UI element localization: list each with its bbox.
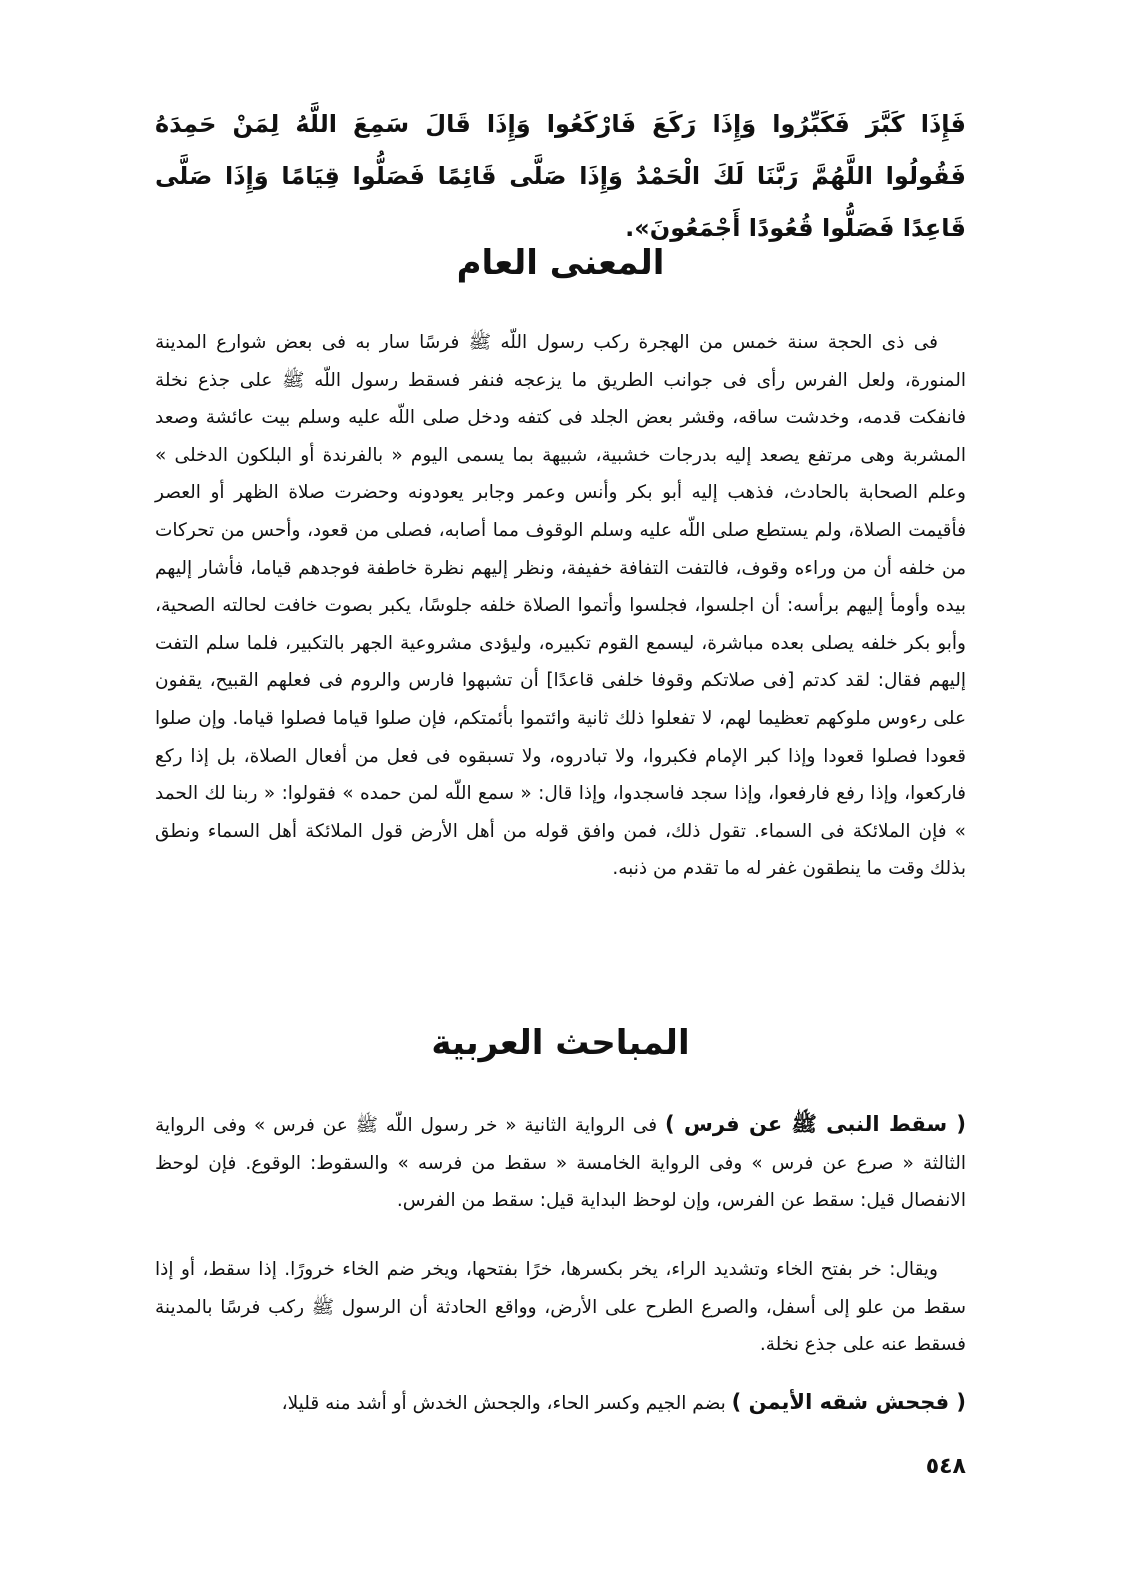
fall-explanation: فى الرواية الثانية « خر رسول اللّه ﷺ عن فرس » وفى الرواية الثالثة « صرع عن فرس » وفى الرواية الخامسة « سقط من فرسه » والسقوط: الوقوع. فإن لوحظ الانفصال قيل: سقط عن الفرس، وإن لوحظ البداية قيل: سقط من الفرس. [155, 1115, 966, 1211]
general-meaning-heading: المعنى العام [456, 243, 665, 283]
hadith-ending-text: فَإِذَا كَبَّرَ فَكَبِّرُوا وَإِذَا رَكَعَ فَارْكَعُوا وَإِذَا قَالَ سَمِعَ اللَّهُ لِمَنْ حَمِدَهُ فَقُولُوا اللَّهُمَّ رَبَّنَا لَكَ الْحَمْدُ وَإِذَا صَلَّى قَائِمًا فَصَلُّوا قِيَامًا وَإِذَا صَلَّى قَاعِدًا فَصَلُّوا قُعُودًا أَجْمَعُونَ». [155, 110, 966, 242]
jahsh-term: ( فجحش شقه الأيمن ) [731, 1390, 966, 1414]
page-number: ٥٤٨ [925, 1454, 966, 1479]
general-meaning-paragraph: فى ذى الحجة سنة خمس من الهجرة ركب رسول اللّه ﷺ فرسًا سار به فى بعض شوارع المدينة المنورة، ولعل الفرس رأى فى جوانب الطريق ما يزعجه فنفر فسقط رسول اللّه ﷺ على جذع نخلة فانفكت قدمه، وخدشت ساقه، وقشر بعض الجلد فى كتفه ودخل صلى اللّه عليه وسلم بيت عائشة وصعد المشربة وهى مرتفع يصعد إليه بدرجات خشبية، شبيهة بما يسمى اليوم « بالفرندة أو البلكون الدخلى » وعلم الصحابة بالحادث، فذهب إليه أبو بكر وأنس وعمر وجابر يعودونه وحضرت صلاة الظهر أو العصر فأقيمت الصلاة، ولم يستطع صلى اللّه عليه وسلم الوقوف مما أصابه، فصلى من قعود، وأحس من تحركات من خلفه أن من وراءه وقوف، فالتفت التفافة خفيفة، ونظر إليهم نظرة خاطفة فوجدهم قياما، فأشار إليهم بيده وأومأ إليهم برأسه: أن اجلسوا، فجلسوا وأتموا الصلاة خلفه جلوسًا، يكبر بصوت خافت لحالته الصحية، وأبو بكر خلفه يصلى بعده مباشرة، ليسمع القوم تكبيره، وليؤدى مشروعية الجهر بالتكبير، فلما سلم التفت إليهم فقال: لقد كدتم [فى صلاتكم وقوفا خلفى قاعدًا] أن تشبهوا فارس والروم فى فعلهم القبيح، يقفون على رءوس ملوكهم تعظيما لهم، لا تفعلوا ذلك ثانية وائتموا بأئمتكم، فإن صلوا قياما فصلوا قياما. وإن صلوا قعودا فصلوا قعودا وإذا كبر الإمام فكبروا، ولا تبادروه، ولا تسبقوه فى فعل من أفعال الصلاة، بل إذا ركع فاركعوا، وإذا رفع فارفعوا، وإذا سجد فاسجدوا، وإذا قال: « سمع اللّه لمن حمده » فقولوا: « ربنا لك الحمد » فإن الملائكة فى السماء. تقول ذلك، فمن وافق قوله من أهل الأرض قول الملائكة أهل السماء ونطق بذلك وقت ما ينطقون غفر له ما تقدم من ذنبه. [155, 332, 966, 880]
arabic-topics-heading: المباحث العربية [431, 1023, 690, 1063]
jahsh-paragraph [155, 1384, 966, 1423]
khar-paragraph: ويقال: خر بفتح الخاء وتشديد الراء، يخر بكسرها، خرًا بفتحها، ويخر ضم الخاء خرورًا. إذا سقط، أو إذا سقط من علو إلى أسفل، والصرع الطرح على الأرض، وواقع الحادثة أن الرسول ﷺ ركب فرسًا بالمدينة فسقط عنه على جذع نخلة. [155, 1259, 966, 1355]
fall-from-horse-paragraph [155, 1106, 966, 1220]
jahsh-explanation: بضم الجيم وكسر الحاء، والجحش الخدش أو أشد منه قليلا، [281, 1393, 726, 1414]
fall-term: ( سقط النبى ﷺ عن فرس ) [665, 1112, 966, 1136]
